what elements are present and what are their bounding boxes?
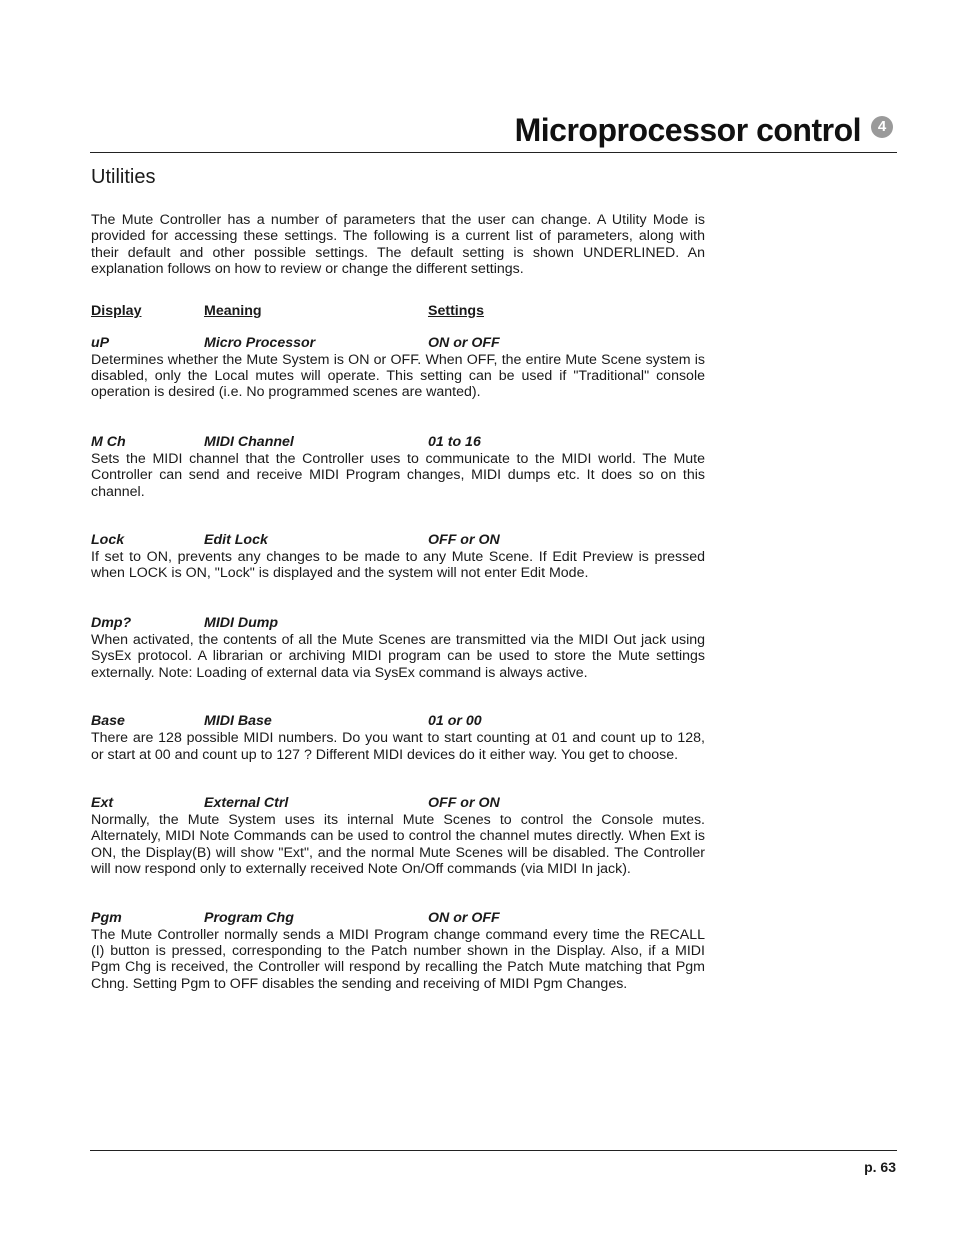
param-meaning: Program Chg <box>204 909 294 926</box>
param-meaning: Micro Processor <box>204 334 316 351</box>
chapter-number-badge: 4 <box>871 116 893 138</box>
column-headers <box>91 303 705 321</box>
param-row <box>91 335 705 352</box>
param-settings: OFF or ON <box>428 532 500 549</box>
column-header-meaning: Meaning <box>204 302 262 319</box>
param-meaning: MIDI Dump <box>204 614 279 631</box>
chapter-title: Microprocessor control <box>514 112 861 148</box>
param-m-ch <box>91 434 705 500</box>
param-lock <box>91 532 705 582</box>
param-ext <box>91 795 705 878</box>
param-settings: ON or OFF <box>428 909 500 926</box>
param-row <box>91 910 705 927</box>
param-settings: OFF or ON <box>428 794 500 811</box>
param-display: Lock <box>91 532 125 549</box>
param-display: Pgm <box>91 909 122 926</box>
column-header-display: Display <box>91 302 142 319</box>
param-display: Base <box>91 713 125 730</box>
param-row <box>91 615 705 632</box>
param-display: M Ch <box>91 433 126 450</box>
footer-rule <box>90 1150 897 1151</box>
param-description: There are 128 possible MIDI numbers. Do you want to start counting at 01 and count up to 128, or start at 00 and count up to 127 ? Different MIDI devices do it either way. You get to choose. <box>91 730 705 763</box>
column-header-settings: Settings <box>428 302 484 319</box>
param-description: Determines whether the Mute System is ON or OFF. When OFF, the entire Mute Scene system is disabled, only the Local mutes will operate. This setting can be used if "Traditional" console operation is desired (i.e. No programmed scenes are wanted). <box>91 351 705 401</box>
param-base <box>91 713 705 763</box>
param-pgm <box>91 910 705 993</box>
page-number: p. 63 <box>864 1159 896 1175</box>
param-description: Normally, the Mute System uses its internal Mute Scenes to control the Console mutes. Alternately, MIDI Note Commands can be used to control the channel mutes directly. When Ext is ON, the Display(B) will show "Ext", and the normal Mute Scenes will be disabled. The Controller will now respond only to externally received Note On/Off commands (via MIDI In jack). <box>91 811 705 878</box>
intro-paragraph: The Mute Controller has a number of parameters that the user can change. A Utility Mode is provided for accessing these settings. The following is a current list of parameters, along with their default and other possible settings. The default setting is shown UNDERLINED. An explanation follows on how to review or change the different settings. <box>91 212 705 278</box>
param-meaning: External Ctrl <box>204 794 289 811</box>
section-title: Utilities <box>91 166 156 188</box>
page-content <box>91 164 705 992</box>
param-meaning: Edit Lock <box>204 532 268 549</box>
param-description: Sets the MIDI channel that the Controller uses to communicate to the MIDI world. The Mute Controller can send and receive MIDI Program changes, MIDI dumps etc. It does so on this channel. <box>91 450 705 500</box>
param-description: If set to ON, prevents any changes to be made to any Mute Scene. If Edit Preview is pressed when LOCK is ON, "Lock" is displayed and the system will not enter Edit Mode. <box>91 549 705 582</box>
param-settings: ON or OFF <box>428 334 500 351</box>
param-dmp <box>91 615 705 681</box>
param-meaning: MIDI Base <box>204 713 272 730</box>
param-row <box>91 713 705 730</box>
param-row <box>91 795 705 812</box>
param-row <box>91 434 705 451</box>
chapter-header <box>90 108 897 153</box>
param-description: The Mute Controller normally sends a MIDI Program change command every time the RECALL (I) button is pressed, corresponding to the Patch number shown in the Display. Also, if a MIDI Pgm Chg is received, the Controller will respond by recalling the Patch Mute matching that Pgm Chng. Setting Pgm to OFF disables the sending and receiving of MIDI Pgm Changes. <box>91 926 705 992</box>
param-description: When activated, the contents of all the Mute Scenes are transmitted via the MIDI Out jack using SysEx protocol. A librarian or archiving MIDI program can be used to store the Mute settings externally. Note: Loading of external data via SysEx command is always active. <box>91 631 705 681</box>
param-settings: 01 or 00 <box>428 713 482 730</box>
param-display: Ext <box>91 794 114 811</box>
param-up <box>91 335 705 401</box>
param-display: Dmp? <box>91 614 132 631</box>
param-meaning: MIDI Channel <box>204 433 294 450</box>
param-row <box>91 532 705 549</box>
param-settings: 01 to 16 <box>428 433 481 450</box>
param-display: uP <box>91 334 110 351</box>
